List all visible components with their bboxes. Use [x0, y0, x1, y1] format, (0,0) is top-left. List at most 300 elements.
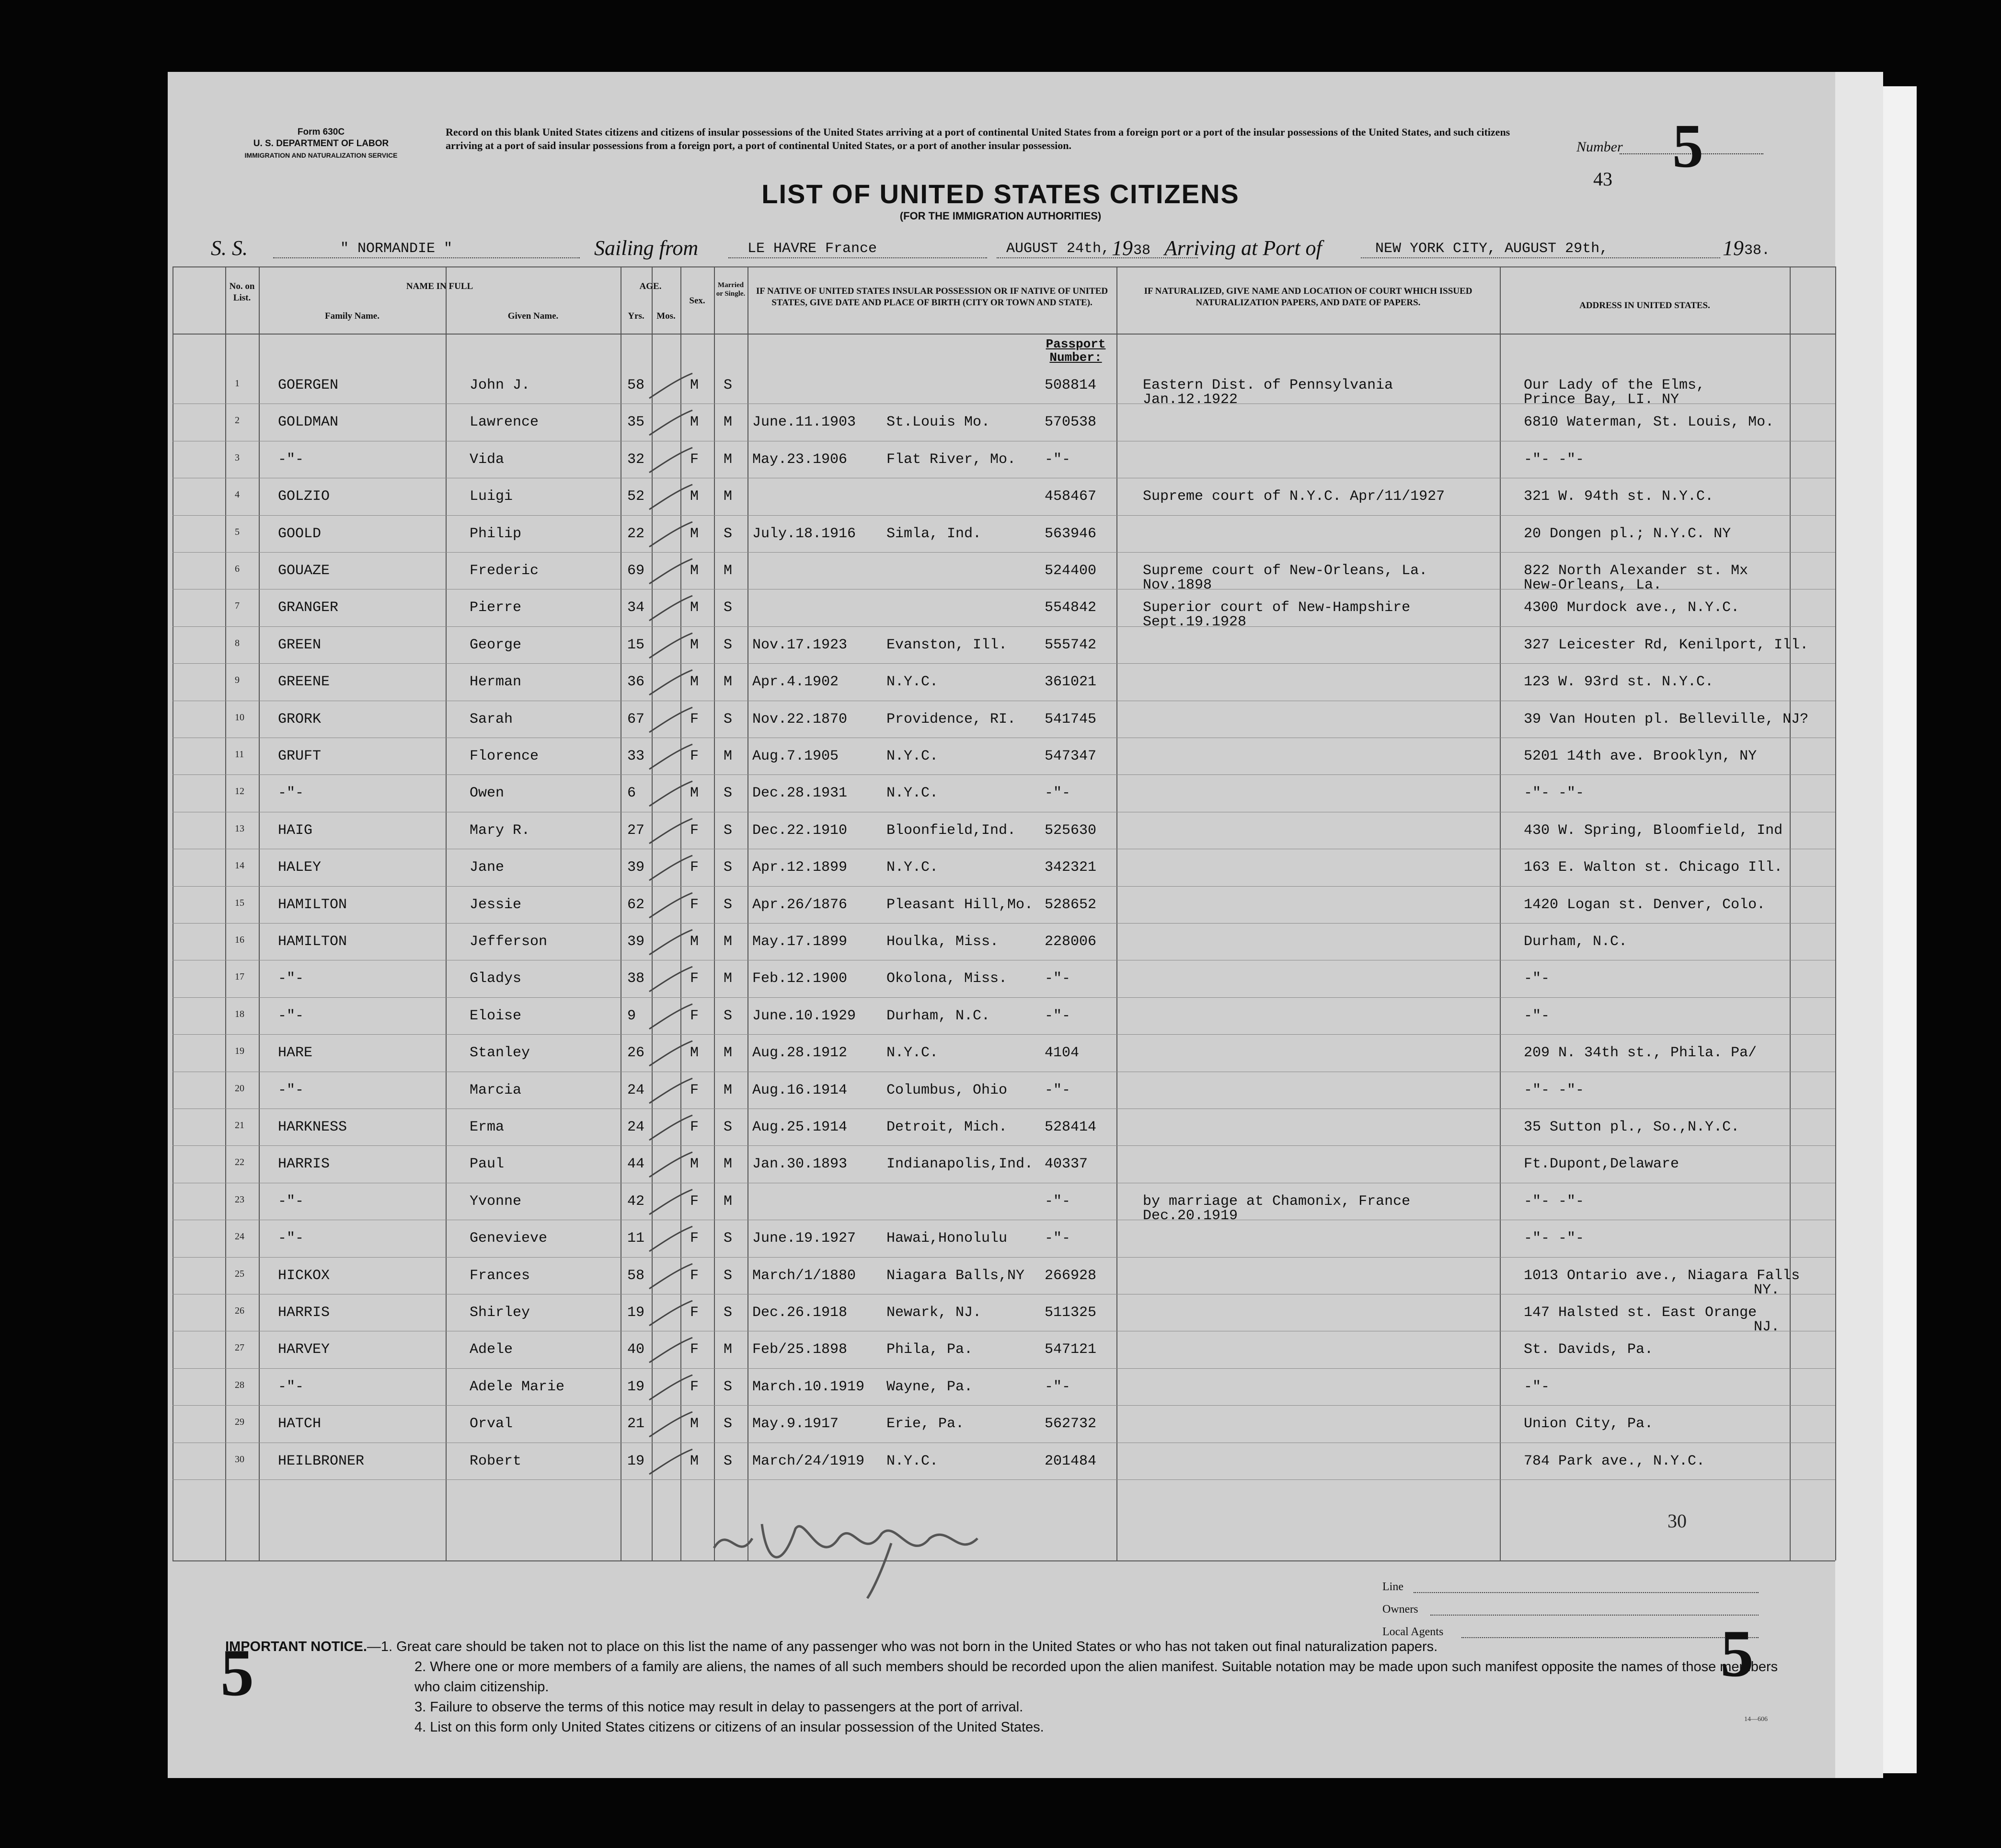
family-name-cell: GOLZIO [278, 488, 330, 505]
line-number-cell: 5 [235, 526, 240, 537]
check-mark-icon [644, 370, 697, 403]
age-cell: 35 [627, 414, 645, 431]
table-row [172, 592, 1835, 629]
given-name-cell: Adele [470, 1341, 513, 1358]
passport-number-cell: 547347 [1045, 748, 1097, 764]
passport-number-cell: 562732 [1045, 1416, 1097, 1432]
marital-status-cell: M [724, 414, 733, 431]
line-number-cell: 3 [235, 452, 240, 463]
page-title: LIST OF UNITED STATES CITIZENS [761, 179, 1240, 209]
address-cell: Ft.Dupont,Delaware [1524, 1156, 1679, 1173]
age-cell: 19 [627, 1305, 645, 1321]
check-mark-icon [644, 1445, 697, 1479]
birth-date-cell: June.10.1929 [752, 1007, 856, 1024]
birth-place-cell: N.Y.C. [886, 859, 939, 876]
birth-date-cell: July.18.1916 [752, 525, 856, 542]
birth-place-cell: Niagara Balls,NY [886, 1267, 1025, 1284]
age-cell: 42 [627, 1193, 645, 1210]
birth-place-cell: Houlka, Miss. [886, 934, 999, 950]
check-mark-icon [644, 1334, 697, 1367]
age-cell: 33 [627, 748, 645, 764]
table-row [172, 481, 1835, 518]
table-row [172, 1111, 1835, 1148]
passport-number-cell: 201484 [1045, 1453, 1097, 1469]
line-number-cell: 23 [235, 1194, 244, 1205]
form-number: Form 630C [297, 127, 345, 137]
sex-cell: F [690, 1341, 699, 1358]
table-row [172, 1148, 1835, 1185]
age-cell: 19 [627, 1378, 645, 1395]
birth-place-cell: N.Y.C. [886, 1453, 939, 1469]
line-number-cell: 18 [235, 1008, 244, 1019]
year-prefix: 19 [1723, 236, 1744, 260]
check-mark-icon [644, 444, 697, 477]
birth-place-cell: Phila, Pa. [886, 1341, 973, 1358]
age-cell: 62 [627, 896, 645, 913]
sex-cell: F [690, 896, 699, 913]
birth-date-cell: Apr.12.1899 [752, 859, 848, 876]
sailing-label: Sailing from [594, 236, 699, 260]
address-cell: -"- [1524, 970, 1550, 987]
agents-label: Local Agents [1382, 1626, 1444, 1638]
marital-status-cell: S [724, 1230, 733, 1247]
age-cell: 44 [627, 1156, 645, 1173]
birth-place-cell: N.Y.C. [886, 674, 939, 691]
passport-number-cell: 528652 [1045, 896, 1097, 913]
age-cell: 38 [627, 970, 645, 987]
naturalization-cell: by marriage at Chamonix, France [1143, 1193, 1411, 1210]
line-number-cell: 8 [235, 637, 240, 648]
marital-status-cell: M [724, 674, 733, 691]
address-cell: 1420 Logan st. Denver, Colo. [1524, 896, 1766, 913]
marital-status-cell: M [724, 1156, 733, 1173]
sex-cell: M [690, 1156, 699, 1173]
header-years: Yrs. [628, 311, 644, 321]
check-mark-icon [644, 481, 697, 514]
sex-cell: F [690, 1230, 699, 1247]
given-name-cell: Luigi [470, 488, 513, 505]
address-cell: -"- [1524, 1378, 1550, 1395]
table-row [172, 1371, 1835, 1408]
table-row [172, 1223, 1835, 1259]
birth-date-cell: June.19.1927 [752, 1230, 856, 1247]
family-name-cell: HARRIS [278, 1305, 330, 1321]
table-row [172, 815, 1835, 852]
header-name-in-full: NAME IN FULL [406, 281, 473, 291]
marital-status-cell: M [724, 1045, 733, 1062]
age-cell: 9 [627, 1007, 636, 1024]
sex-cell: M [690, 1045, 699, 1062]
check-mark-icon [644, 815, 697, 848]
sex-cell: M [690, 414, 699, 431]
department-name: U. S. DEPARTMENT OF LABOR [253, 139, 389, 149]
check-mark-icon [644, 1371, 697, 1405]
given-name-cell: Florence [470, 748, 539, 764]
passport-number-cell: 228006 [1045, 934, 1097, 950]
birth-place-cell: Columbus, Ohio [886, 1082, 1008, 1098]
passport-number-cell: -"- [1045, 1193, 1071, 1210]
birth-date-cell: Aug.25.1914 [752, 1119, 848, 1135]
given-name-cell: Lawrence [470, 414, 539, 431]
line-number-cell: 30 [235, 1454, 244, 1465]
stamp-number-right: 5 [1720, 1617, 1754, 1691]
table-row [172, 704, 1835, 740]
table-row [172, 1260, 1835, 1297]
line-number-cell: 29 [235, 1417, 244, 1428]
family-name-cell: HATCH [278, 1416, 322, 1432]
line-number-cell: 6 [235, 564, 240, 574]
family-name-cell: HEILBRONER [278, 1453, 365, 1469]
given-name-cell: George [470, 636, 522, 653]
age-cell: 19 [627, 1453, 645, 1469]
table-row [172, 629, 1835, 666]
line-number-cell: 19 [235, 1046, 244, 1057]
address-cell: 20 Dongen pl.; N.Y.C. NY [1524, 525, 1731, 542]
punch-hole [101, 1553, 119, 1576]
passport-number-cell: 563946 [1045, 525, 1097, 542]
line-number-cell: 15 [235, 897, 244, 908]
line-label: Line [1382, 1581, 1403, 1593]
given-name-cell: Vida [470, 451, 505, 468]
given-name-cell: Frances [470, 1267, 530, 1284]
given-name-cell: Mary R. [470, 822, 530, 839]
birth-date-cell: Dec.22.1910 [752, 822, 848, 839]
address-cell: 1013 Ontario ave., Niagara Falls [1524, 1267, 1800, 1284]
check-mark-icon [644, 926, 697, 959]
family-name-cell: HARKNESS [278, 1119, 347, 1135]
check-mark-icon [644, 1037, 697, 1071]
notice-item-3: 3. Failure to observe the terms of this notice may result in delay to passengers at the port of arrival. [414, 1699, 1024, 1715]
birth-date-cell: Dec.28.1931 [752, 785, 848, 802]
check-mark-icon [644, 1111, 697, 1145]
given-name-cell: Jefferson [470, 934, 548, 950]
age-cell: 69 [627, 563, 645, 579]
address-cell: -"- -"- [1524, 451, 1585, 468]
birth-place-cell: Detroit, Mich. [886, 1119, 1008, 1135]
line-number-cell: 13 [235, 823, 244, 834]
address-cell: 209 N. 34th st., Phila. Pa/ [1524, 1045, 1757, 1062]
birth-place-cell: St.Louis Mo. [886, 414, 990, 431]
check-mark-icon [644, 963, 697, 996]
birth-place-cell: N.Y.C. [886, 748, 939, 764]
line-number-cell: 11 [235, 749, 244, 760]
given-name-cell: Gladys [470, 970, 522, 987]
line-number-cell: 21 [235, 1120, 244, 1131]
sex-cell: M [690, 488, 699, 505]
header-married-single: Married or Single. [716, 281, 746, 298]
given-name-cell: Robert [470, 1453, 522, 1469]
naturalization-date-cell: Dec.20.1919 [1143, 1207, 1238, 1224]
address-cell: 147 Halsted st. East Orange [1524, 1305, 1757, 1321]
passport-number-cell: 458467 [1045, 488, 1097, 505]
marital-status-cell: M [724, 1082, 733, 1098]
age-cell: 21 [627, 1416, 645, 1432]
passport-number-cell: 547121 [1045, 1341, 1097, 1358]
marital-status-cell: M [724, 488, 733, 505]
check-mark-icon [644, 518, 697, 552]
birth-date-cell: March/24/1919 [752, 1453, 865, 1469]
departure-year: 38 [1133, 243, 1151, 259]
address-cell: -"- [1524, 1007, 1550, 1024]
sex-cell: M [690, 377, 699, 393]
address-cell: -"- -"- [1524, 1230, 1585, 1247]
punch-hole [101, 872, 119, 895]
birth-place-cell: Flat River, Mo. [886, 451, 1016, 468]
line-number-cell: 22 [235, 1157, 244, 1168]
check-mark-icon [644, 1297, 697, 1330]
naturalization-cell: Eastern Dist. of Pennsylvania [1143, 377, 1393, 393]
check-mark-icon [644, 1260, 697, 1294]
birth-date-cell: March/1/1880 [752, 1267, 856, 1284]
passport-number-cell: 266928 [1045, 1267, 1097, 1284]
address-cell: 39 Van Houten pl. Belleville, NJ? [1524, 711, 1809, 728]
notice-item-4: 4. List on this form only United States citizens or citizens of an insular possession of the United States. [414, 1720, 1044, 1735]
family-name-cell: HARVEY [278, 1341, 330, 1358]
header-family-name: Family Name. [325, 311, 380, 321]
sex-cell: F [690, 451, 699, 468]
family-name-cell: GREEN [278, 636, 322, 653]
notice-item-2: 2. Where one or more members of a family are aliens, the names of all such members should be recorded upon the alien manifest. Suitable notation may be made upon such manifest opposite the names of those members who claim citizenship. [414, 1659, 1778, 1695]
underlying-page-edge [1883, 86, 1917, 1773]
header-passport: Passport Number: [1046, 337, 1106, 365]
table-row [172, 555, 1835, 592]
line-number-cell: 24 [235, 1231, 244, 1242]
age-cell: 34 [627, 600, 645, 616]
table-row [172, 444, 1835, 481]
age-cell: 58 [627, 1267, 645, 1284]
line-number-cell: 26 [235, 1305, 244, 1316]
marital-status-cell: S [724, 711, 733, 728]
age-cell: 6 [627, 785, 636, 802]
birth-place-cell: N.Y.C. [886, 785, 939, 802]
punch-hole [101, 357, 119, 380]
given-name-cell: Genevieve [470, 1230, 548, 1247]
family-name-cell: GREENE [278, 674, 330, 691]
family-name-cell: HALEY [278, 859, 322, 876]
address-cell: -"- -"- [1524, 785, 1585, 802]
age-cell: 24 [627, 1082, 645, 1098]
departure-date: AUGUST 24th, [1006, 241, 1110, 257]
address-cell: 784 Park ave., N.Y.C. [1524, 1453, 1705, 1469]
given-name-cell: Philip [470, 525, 522, 542]
table-row [172, 926, 1835, 963]
line-number-cell: 2 [235, 415, 240, 426]
given-name-cell: Sarah [470, 711, 513, 728]
family-name-cell: GRORK [278, 711, 322, 728]
marital-status-cell: M [724, 748, 733, 764]
table-row [172, 1186, 1835, 1223]
given-name-cell: Adele Marie [470, 1378, 565, 1395]
address-cell: 327 Leicester Rd, Kenilport, Ill. [1524, 636, 1809, 653]
address-cell: 822 North Alexander st. Mx [1524, 563, 1748, 579]
given-name-cell: Marcia [470, 1082, 522, 1098]
address-cell: -"- -"- [1524, 1193, 1585, 1210]
check-mark-icon [644, 1186, 697, 1219]
address-cell: 5201 14th ave. Brooklyn, NY [1524, 748, 1757, 764]
address-cell: 163 E. Walton st. Chicago Ill. [1524, 859, 1783, 876]
handwritten-signature [709, 1495, 1054, 1609]
marital-status-cell: S [724, 1416, 733, 1432]
check-mark-icon [644, 740, 697, 774]
sex-cell: M [690, 525, 699, 542]
age-cell: 26 [627, 1045, 645, 1062]
punch-hole [101, 685, 119, 708]
arrival-port-date: NEW YORK CITY, AUGUST 29th, [1375, 241, 1609, 257]
naturalization-cell: Supreme court of New-Orleans, La. [1143, 563, 1428, 579]
age-cell: 58 [627, 377, 645, 393]
header-birth: IF NATIVE OF UNITED STATES INSULAR POSSESSION OR IF NATIVE OF UNITED STATES, GIVE DATE AND PLACE OF BIRTH (CITY OR TOWN AND STATE). [756, 286, 1108, 308]
family-name-cell: -"- [278, 1193, 304, 1210]
notice-item-1: —1. Great care should be taken not to place on this list the name of any passenger who was not born in the United States or who has not taken out final naturalization papers. [367, 1639, 1438, 1654]
birth-place-cell: Newark, NJ. [886, 1305, 982, 1321]
birth-date-cell: Dec.26.1918 [752, 1305, 848, 1321]
sex-cell: F [690, 822, 699, 839]
underlying-page-edge [1835, 72, 1883, 1778]
signature-scrawl [709, 1495, 1054, 1601]
birth-date-cell: Aug.28.1912 [752, 1045, 848, 1062]
family-name-cell: -"- [278, 970, 304, 987]
age-cell: 22 [627, 525, 645, 542]
stamp-number-left: 5 [220, 1636, 254, 1710]
address-line2-cell: NJ. [1754, 1319, 1780, 1335]
ship-name: " NORMANDIE " [340, 241, 453, 257]
ss-label: S. S. [211, 236, 248, 260]
line-number-cell: 16 [235, 935, 244, 945]
check-mark-icon [644, 666, 697, 700]
age-cell: 24 [627, 1119, 645, 1135]
birth-place-cell: Pleasant Hill,Mo. [886, 896, 1034, 913]
passport-number-cell: -"- [1045, 970, 1071, 987]
age-cell: 32 [627, 451, 645, 468]
address-cell: 4300 Murdock ave., N.Y.C. [1524, 600, 1740, 616]
marital-status-cell: M [724, 451, 733, 468]
birth-date-cell: May.17.1899 [752, 934, 848, 950]
sex-cell: F [690, 1119, 699, 1135]
sex-cell: M [690, 1453, 699, 1469]
sex-cell: F [690, 711, 699, 728]
family-name-cell: HAIG [278, 822, 313, 839]
table-row [172, 406, 1835, 443]
line-number-cell: 12 [235, 786, 244, 797]
marital-status-cell: S [724, 1007, 733, 1024]
marital-status-cell: M [724, 1341, 733, 1358]
marital-status-cell: S [724, 1119, 733, 1135]
check-mark-icon [644, 1223, 697, 1256]
year-prefix: 19 [1112, 236, 1133, 260]
birth-date-cell: June.11.1903 [752, 414, 856, 431]
check-mark-icon [644, 629, 697, 663]
given-name-cell: Eloise [470, 1007, 522, 1024]
passport-number-cell: -"- [1045, 1007, 1071, 1024]
naturalization-cell: Supreme court of N.Y.C. Apr/11/1927 [1143, 488, 1445, 505]
birth-place-cell: Wayne, Pa. [886, 1378, 973, 1395]
line-number-cell: 7 [235, 601, 240, 612]
sex-cell: F [690, 1082, 699, 1098]
marital-status-cell: M [724, 1193, 733, 1210]
form-instructions: Record on this blank United States citizens and citizens of insular possessions of the United States arriving at a port of continental United States from a foreign port or a port of the insular possessions of the United States, and such citizens arriving at a port of said insular possessions from a foreign port, a port of continental United States, or a port of another insular possession. [446, 126, 1510, 151]
sex-cell: M [690, 934, 699, 950]
port-of-departure: LE HAVRE France [748, 241, 877, 257]
check-mark-icon [644, 555, 697, 589]
important-notice [225, 1637, 1806, 1737]
page-annotation: 43 [1593, 168, 1612, 190]
check-mark-icon [644, 852, 697, 885]
sex-cell: M [690, 674, 699, 691]
marital-status-cell: S [724, 636, 733, 653]
address-line2-cell: Prince Bay, LI. NY [1524, 392, 1679, 408]
birth-place-cell: Evanston, Ill. [886, 636, 1008, 653]
passport-number-cell: 525630 [1045, 822, 1097, 839]
header-address: ADDRESS IN UNITED STATES. [1579, 300, 1710, 311]
given-name-cell: Pierre [470, 600, 522, 616]
marital-status-cell: S [724, 525, 733, 542]
birth-date-cell: Apr.4.1902 [752, 674, 839, 691]
line-number-cell: 1 [235, 378, 240, 389]
line-number-cell: 14 [235, 860, 244, 871]
naturalization-cell: Superior court of New-Hampshire [1143, 600, 1411, 616]
voyage-line [211, 236, 1792, 260]
table-row [172, 1408, 1835, 1445]
sex-cell: F [690, 1378, 699, 1395]
family-name-cell: GRUFT [278, 748, 322, 764]
passenger-table [172, 266, 1835, 1560]
naturalization-date-cell: Sept.19.1928 [1143, 614, 1247, 631]
table-row [172, 889, 1835, 926]
birth-date-cell: Aug.7.1905 [752, 748, 839, 764]
passport-number-cell: -"- [1045, 1082, 1071, 1098]
marital-status-cell: S [724, 600, 733, 616]
marital-status-cell: M [724, 563, 733, 579]
table-row [172, 1445, 1835, 1482]
age-cell: 15 [627, 636, 645, 653]
line-number-cell: 20 [235, 1083, 244, 1094]
table-row [172, 666, 1835, 703]
address-cell: 35 Sutton pl., So.,N.Y.C. [1524, 1119, 1740, 1135]
given-name-cell: Erma [470, 1119, 505, 1135]
birth-date-cell: Feb/25.1898 [752, 1341, 848, 1358]
table-row [172, 963, 1835, 1000]
birth-place-cell: Okolona, Miss. [886, 970, 1008, 987]
given-name-cell: Shirley [470, 1305, 530, 1321]
line-number-cell: 17 [235, 971, 244, 982]
check-mark-icon [644, 1148, 697, 1182]
sex-cell: F [690, 748, 699, 764]
marital-status-cell: M [724, 934, 733, 950]
family-name-cell: HARRIS [278, 1156, 330, 1173]
birth-date-cell: May.23.1906 [752, 451, 848, 468]
age-cell: 67 [627, 711, 645, 728]
address-cell: 321 W. 94th st. N.Y.C. [1524, 488, 1714, 505]
birth-date-cell: Nov.22.1870 [752, 711, 848, 728]
birth-place-cell: Bloonfield,Ind. [886, 822, 1016, 839]
age-cell: 36 [627, 674, 645, 691]
family-name-cell: GOUAZE [278, 563, 330, 579]
birth-place-cell: N.Y.C. [886, 1045, 939, 1062]
header-age: AGE. [639, 281, 662, 291]
address-cell: Durham, N.C. [1524, 934, 1628, 950]
sex-cell: F [690, 1305, 699, 1321]
marital-status-cell: S [724, 377, 733, 393]
passport-number-cell: 4104 [1045, 1045, 1080, 1062]
notice-heading: IMPORTANT NOTICE. [225, 1639, 367, 1654]
check-mark-icon [644, 1408, 697, 1442]
passport-number-cell: 508814 [1045, 377, 1097, 393]
given-name-cell: Herman [470, 674, 522, 691]
line-number-cell: 10 [235, 712, 244, 723]
family-name-cell: GOLDMAN [278, 414, 339, 431]
age-cell: 27 [627, 822, 645, 839]
marital-status-cell: S [724, 896, 733, 913]
